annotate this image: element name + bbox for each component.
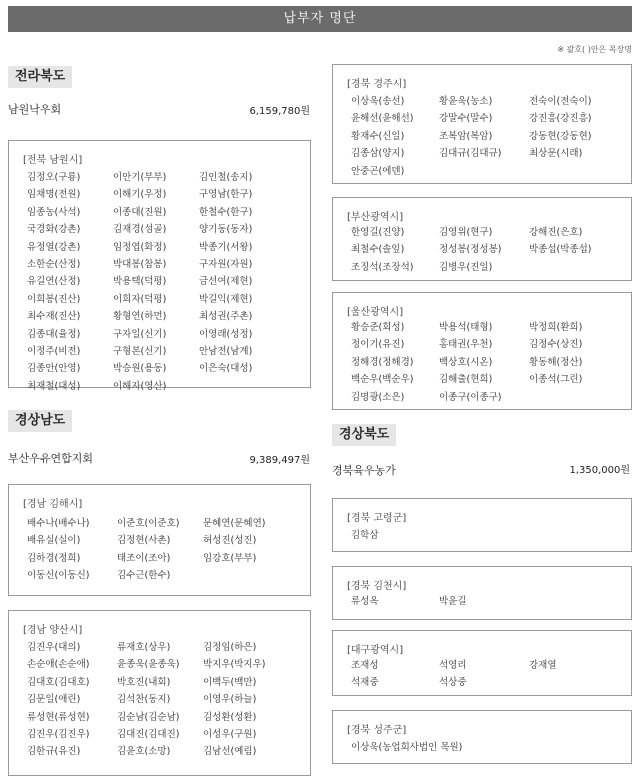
member-name: 이종구(이종구) [439, 391, 502, 403]
member-name: 이동신(이동신) [27, 570, 90, 582]
member-name: 손순애(손순애) [27, 659, 90, 671]
member-name: 조재성 [351, 660, 379, 671]
member-name: 구영남(한구) [199, 189, 253, 201]
member-name: 윤종욱(윤종욱) [117, 659, 180, 671]
member-name: 이해자(영산) [113, 380, 167, 392]
name-grid [351, 593, 529, 610]
page-title-banner: 납부자 명단 [8, 6, 632, 32]
member-name: 김윤호(소망) [117, 746, 171, 758]
name-grid [351, 527, 439, 544]
member-name: 이영래(성정) [199, 328, 253, 340]
member-name: 김정임(하은) [203, 642, 257, 653]
member-name: 박승원(용동) [113, 363, 167, 375]
member-name: 강말수(말수) [439, 113, 493, 125]
member-name: 최성권(주촌) [199, 311, 253, 323]
member-name: 김순남(김순남) [117, 711, 180, 723]
member-name: 태조이(조아) [117, 552, 171, 564]
member-name: 구자원(자원) [199, 259, 253, 271]
member-name: 이성우(구원) [203, 729, 257, 741]
member-name: 최재철(대성) [27, 380, 81, 392]
member-name: 홍태권(우천) [439, 339, 493, 351]
member-name: 김종삼(양지) [351, 148, 405, 160]
member-name: 김정오(구룡) [27, 172, 81, 183]
member-name: 이희봉(진산) [27, 293, 81, 305]
member-name: 박대봉(참봉) [113, 259, 167, 271]
member-name: 정이기(유진) [351, 339, 405, 351]
name-grid [351, 93, 619, 180]
member-name: 조징석(조장석) [351, 261, 414, 273]
member-name: 박종기(서왕) [199, 241, 253, 253]
member-name: 김정수(상진) [529, 339, 583, 351]
box-yangsan [8, 610, 311, 776]
member-name: 이상욱(농업회사법인 목원) [351, 742, 463, 753]
member-name: 임종농(사석) [27, 206, 81, 218]
member-name: 김종안(안영) [27, 363, 81, 375]
member-name: 전숙이(전숙이) [529, 96, 592, 107]
member-name: 김인철(송지) [199, 172, 253, 183]
name-grid [27, 639, 289, 761]
member-name: 문혜연(문혜연) [203, 518, 266, 529]
member-name: 박호진(내회) [117, 676, 171, 688]
member-name: 이정주(비전) [27, 346, 81, 358]
member-name: 김종대(율정) [27, 328, 81, 340]
member-name: 백순우(백순우) [351, 374, 414, 386]
member-name: 김성환(성환) [203, 711, 257, 723]
org-gyeongbuk-beef: 경북육우농가 [332, 464, 396, 477]
member-name: 박용석(태형) [439, 322, 493, 333]
member-name: 박윤길 [439, 596, 467, 607]
member-name: 류재호(상우) [117, 642, 171, 653]
member-name: 김영위(현구) [439, 227, 493, 238]
member-name: 안남전(남계) [199, 346, 253, 358]
amount-gyeongbuk-beef: 1,350,000원 [569, 465, 630, 476]
member-name: 이해기(우정) [113, 189, 167, 201]
member-name: 류성현(류성현) [27, 711, 90, 723]
member-name: 황형연(하먼) [113, 311, 167, 323]
member-name: 김학삼 [351, 530, 379, 541]
org-namwon: 남원낙우회 [8, 103, 62, 116]
member-name: 양기동(동자) [199, 224, 253, 236]
member-name: 김정현(사촌) [117, 535, 171, 547]
member-name: 박종섭(박종섭) [529, 244, 592, 256]
member-name: 박길익(제현) [199, 293, 253, 305]
name-grid [27, 169, 285, 395]
member-name: 김하경(정희) [27, 552, 81, 564]
member-name: 석상중 [439, 677, 467, 689]
region-jeonbuk: 전라북도 [8, 66, 72, 88]
box-header: [경북 김천시] [347, 581, 407, 592]
member-name: 김대규(김대규) [439, 148, 502, 160]
member-name: 임정엽(화정) [113, 241, 167, 253]
box-namwon [8, 140, 311, 392]
member-name: 유정열(강촌) [27, 241, 81, 253]
member-name: 최수재(진산) [27, 311, 81, 323]
member-name: 임채명(전원) [27, 189, 81, 201]
member-name: 김병우(진일) [439, 261, 493, 273]
region-gyeongbuk: 경상북도 [332, 424, 396, 446]
member-name: 강동현(강동현) [529, 130, 592, 142]
member-name: 강진흥(강진흥) [529, 113, 592, 125]
member-name: 황윤욱(농소) [439, 96, 493, 107]
member-name: 류성옥 [351, 596, 379, 607]
box-gyeongju [332, 64, 632, 184]
member-name: 한철수(한구) [199, 206, 253, 218]
member-name: 김진우(김진우) [27, 729, 90, 741]
member-name: 박용택(덕평) [113, 276, 167, 288]
member-name: 황재수(신일) [351, 130, 405, 142]
box-goryeong [332, 498, 632, 552]
member-name: 이상욱(송선) [351, 96, 405, 107]
box-header: [대구광역시] [347, 645, 404, 656]
legend-note: ※ 괄호( )안은 목장명 [557, 45, 632, 54]
org-busan-milk: 부산우유연합지회 [8, 452, 94, 465]
member-name: 이은숙(대성) [199, 363, 253, 375]
name-grid [27, 515, 289, 585]
box-header: [경남 양산시] [23, 625, 83, 636]
member-name: 이준호(이준호) [117, 518, 180, 529]
box-busan [332, 197, 632, 281]
box-daegu [332, 630, 632, 696]
box-ulsan [332, 292, 632, 410]
member-name: 황동해(정산) [529, 356, 583, 368]
box-gimhae [8, 484, 311, 596]
member-name: 백상호(시온) [439, 356, 493, 368]
member-name: 김석찬(동지) [117, 694, 171, 706]
box-header: [부산광역시] [347, 212, 404, 223]
name-grid [351, 319, 619, 406]
member-name: 김진우(대의) [27, 642, 81, 653]
box-gimcheon [332, 566, 632, 620]
member-name: 김수근(한수) [117, 570, 171, 582]
member-name: 김남선(예림) [203, 746, 257, 758]
member-name: 소한순(산정) [27, 259, 81, 271]
box-header: [경북 고령군] [347, 513, 407, 524]
member-name: 배유실(실이) [27, 535, 81, 547]
member-name: 김해출(현희) [439, 374, 493, 386]
member-name: 금선여(제현) [199, 276, 253, 288]
member-name: 김명광(소은) [351, 391, 405, 403]
member-name: 정성봉(정성봉) [439, 244, 502, 256]
member-name: 김대호(김대호) [27, 676, 90, 688]
member-name: 김문일(애린) [27, 694, 81, 706]
box-header: [전북 남원시] [23, 155, 83, 166]
member-name: 김한규(유진) [27, 746, 81, 758]
member-name: 이백두(백만) [203, 676, 257, 688]
box-header: [경남 김해시] [23, 499, 83, 510]
member-name: 김재경(섬골) [113, 224, 167, 236]
member-name: 이종석(그린) [529, 374, 583, 386]
member-name: 유길연(산정) [27, 276, 81, 288]
member-name: 강해진(은호) [529, 227, 583, 238]
member-name: 정해경(정해경) [351, 356, 414, 368]
region-gyeongnam: 경상남도 [8, 410, 72, 432]
member-name: 석영리 [439, 660, 467, 671]
name-grid [351, 224, 619, 276]
member-name: 강재열 [529, 660, 557, 671]
member-name: 임강호(부부) [203, 552, 257, 564]
member-name: 배수나(배수나) [27, 518, 90, 529]
amount-busan-milk: 9,389,497원 [249, 455, 310, 466]
member-name: 석재중 [351, 677, 379, 689]
box-header: [울산광역시] [347, 307, 404, 318]
member-name: 박정희(환희) [529, 322, 583, 333]
member-name: 이종대(진원) [113, 206, 167, 218]
member-name: 이희자(덕평) [113, 293, 167, 305]
member-name: 한영길(진양) [351, 227, 405, 238]
box-header: [경북 경주시] [347, 79, 407, 90]
member-name: 구형본(신기) [113, 346, 167, 358]
member-name: 김대진(김대진) [117, 729, 180, 741]
member-name: 이안기(부부) [113, 172, 167, 183]
member-name: 윤해선(윤해선) [351, 113, 414, 125]
member-name: 이영우(하늘) [203, 694, 257, 706]
name-grid [351, 739, 551, 756]
name-grid [351, 657, 619, 692]
member-name: 황승준(회성) [351, 322, 405, 333]
member-name: 허성진(성진) [203, 535, 257, 547]
member-name: 국경화(강촌) [27, 224, 81, 236]
member-name: 박지우(박지우) [203, 659, 266, 671]
box-seongju [332, 710, 632, 764]
member-name: 조복암(복암) [439, 130, 493, 142]
member-name: 안중곤(에덴) [351, 165, 405, 177]
amount-namwon: 6,159,780원 [249, 106, 310, 117]
member-name: 구자일(신기) [113, 328, 167, 340]
member-name: 최상문(시래) [529, 148, 583, 160]
member-name: 최철수(솔잎) [351, 244, 405, 256]
box-header: [경북 성주군] [347, 725, 407, 736]
